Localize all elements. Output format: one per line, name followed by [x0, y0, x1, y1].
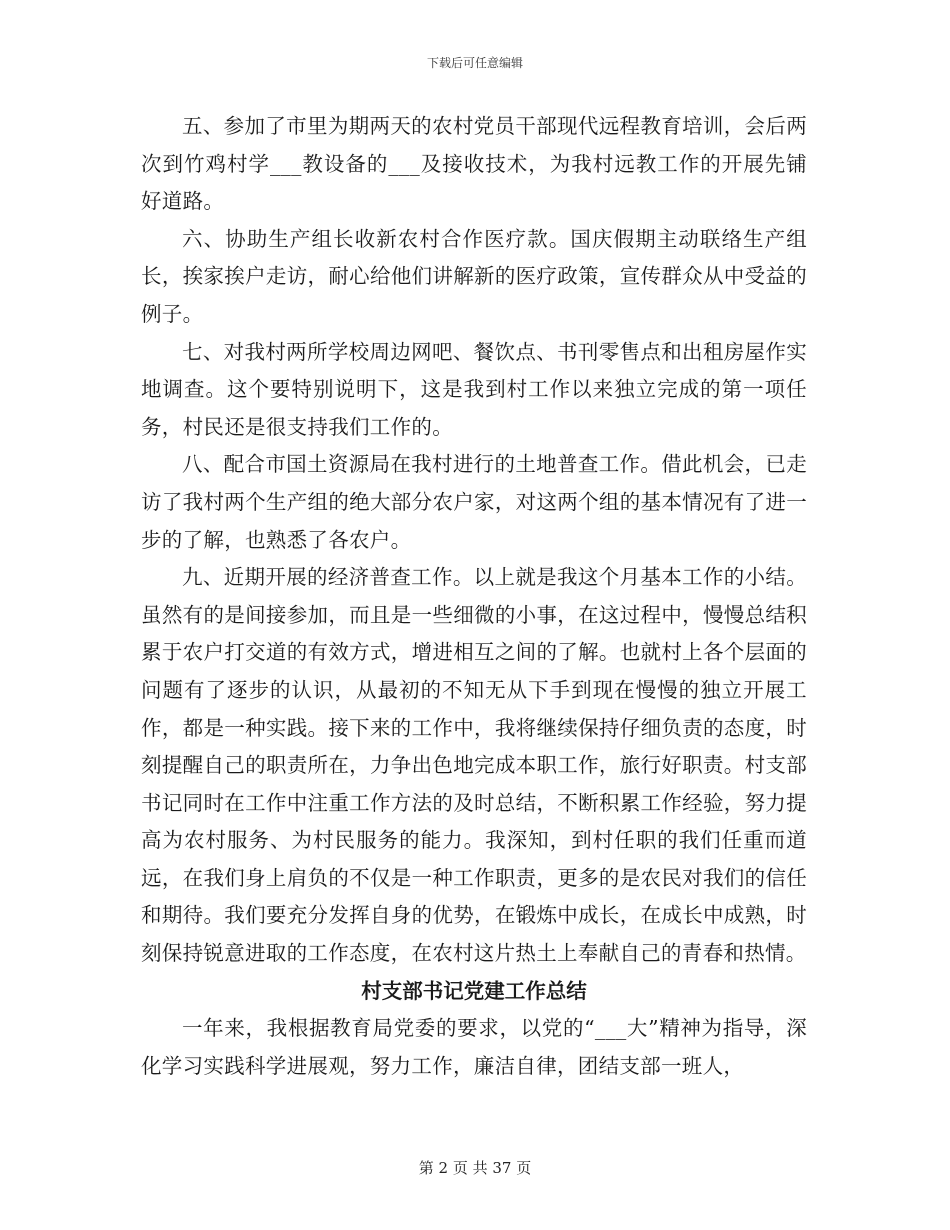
- document-body: [141, 108, 807, 1085]
- paragraph-8: 八、配合市国土资源局在我村进行的土地普查工作。借此机会，已走访了我村两个生产组的绝大部分农户家，对这两个组的基本情况有了进一步的了解，也熟悉了各农户。: [141, 452, 807, 552]
- section-paragraph: 一年来，我根据教育局党委的要求，以党的“___大”精神为指导，深化学习实践科学进展观，努力工作，廉洁自律，团结支部一班人，: [141, 1016, 807, 1078]
- header-note: 下载后可任意编辑: [426, 56, 523, 70]
- section-title: 村支部书记党建工作总结: [361, 978, 587, 1003]
- paragraph-7: 七、对我村两所学校周边网吧、餐饮点、书刊零售点和出租房屋作实地调查。这个要特别说明下，这是我到村工作以来独立完成的第一项任务，村民还是很支持我们工作的。: [141, 339, 807, 439]
- paragraph-5: 五、参加了市里为期两天的农村党员干部现代远程教育培训，会后两次到竹鸡村学___教设备的___及接收技术，为我村远教工作的开展先铺好道路。: [141, 114, 807, 214]
- page-number-footer: 第 2 页 共 37 页: [418, 1159, 532, 1177]
- paragraph-9: 九、近期开展的经济普查工作。以上就是我这个月基本工作的小结。虽然有的是间接参加，而且是一些细微的小事，在这过程中，慢慢总结积累于农户打交道的有效方式，增进相互之间的了解。也就村上各个层面的问题有了逐步的认识，从最初的不知无从下手到现在慢慢的独立开展工作，都是一种实践。接下来的工作中，我将继续保持仔细负责的态度，时刻提醒自己的职责所在，力争出色地完成本职工作，旅行好职责。村支部书记同时在工作中注重工作方法的及时总结，不断积累工作经验，努力提高为农村服务、为村民服务的能力。我深知，到村任职的我们任重而道远，在我们身上肩负的不仅是一种工作职责，更多的是农民对我们的信任和期待。我们要充分发挥自身的优势，在锻炼中成长，在成长中成熟，时刻保持锐意进取的工作态度，在农村这片热土上奉献自己的青春和热情。: [141, 565, 807, 966]
- paragraph-6: 六、协助生产组长收新农村合作医疗款。国庆假期主动联络生产组长，挨家挨户走访，耐心给他们讲解新的医疗政策，宣传群众从中受益的例子。: [141, 226, 807, 326]
